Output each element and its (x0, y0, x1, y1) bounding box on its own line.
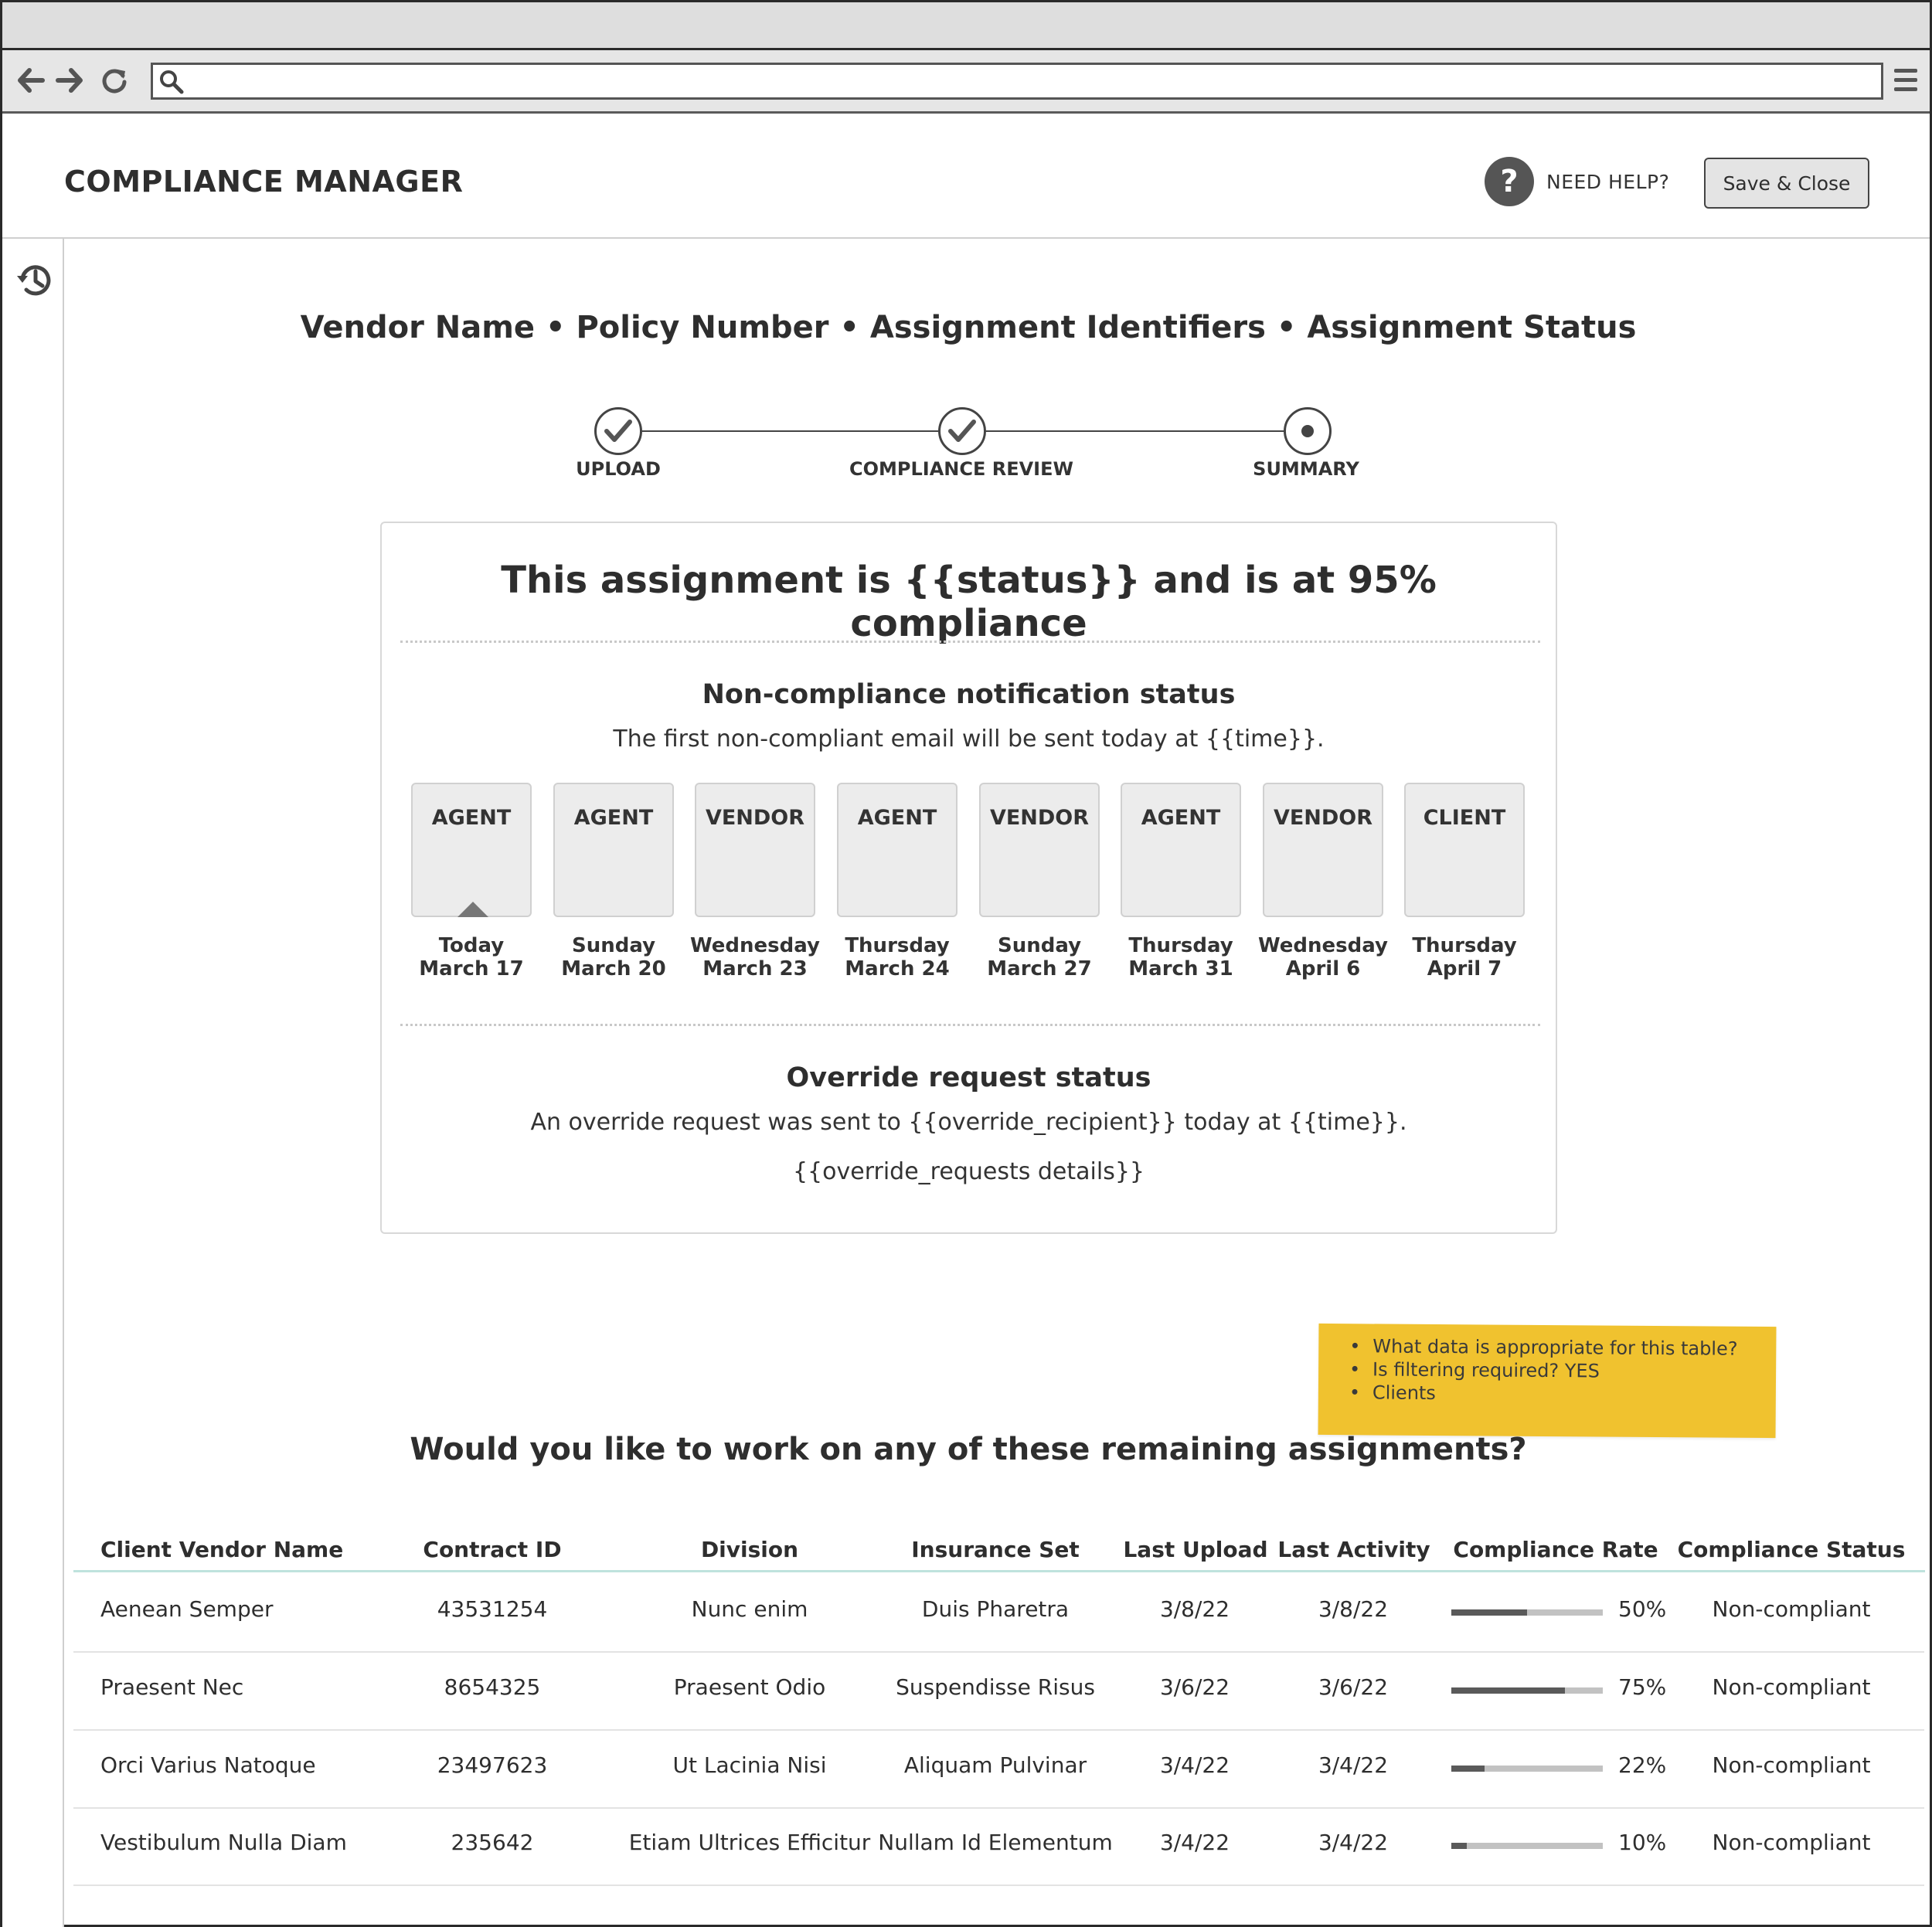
compliance-rate-fill (1451, 1843, 1467, 1849)
reload-icon[interactable] (98, 64, 131, 97)
step-summary-current-icon (1284, 407, 1332, 455)
table-header (73, 1532, 1925, 1572)
compliance-rate-bar (1451, 1687, 1603, 1694)
notification-item[interactable] (690, 783, 820, 980)
history-icon[interactable] (15, 260, 55, 304)
column-header[interactable]: Compliance Rate (1453, 1537, 1658, 1562)
notification-item[interactable] (411, 783, 532, 980)
cell-last-upload: 3/4/22 (1159, 1830, 1230, 1855)
assignment-context-line: Vendor Name • Policy Number • Assignment Identifiers • Assignment Status (300, 310, 1637, 345)
notification-recipient: AGENT (553, 783, 674, 917)
step-label-compliance-review[interactable]: COMPLIANCE REVIEW (849, 458, 1073, 480)
column-header[interactable]: Compliance Status (1677, 1537, 1906, 1562)
cell-last-upload: 3/8/22 (1159, 1596, 1230, 1622)
cell-division: Etiam Ultrices Efficitur (628, 1830, 871, 1855)
notification-date: Thursday April 7 (1412, 934, 1517, 980)
notification-recipient: VENDOR (1263, 783, 1383, 917)
cell-contract-id: 43531254 (437, 1596, 548, 1622)
compliance-rate-bar (1451, 1843, 1603, 1849)
cell-vendor-name: Orci Varius Natoque (100, 1752, 316, 1778)
notification-date: Wednesday April 6 (1258, 934, 1388, 980)
notification-recipient: AGENT (411, 783, 532, 917)
cell-compliance-status: Non-compliant (1712, 1752, 1871, 1778)
address-bar[interactable] (151, 63, 1883, 100)
step-label-upload[interactable]: UPLOAD (576, 458, 661, 480)
cell-last-activity: 3/4/22 (1318, 1752, 1389, 1778)
save-close-button[interactable]: Save & Close (1704, 158, 1869, 209)
cell-division: Ut Lacinia Nisi (672, 1752, 827, 1778)
cell-compliance-rate: 22% (1618, 1752, 1667, 1778)
search-icon (159, 70, 184, 97)
notification-date: Today March 17 (419, 934, 524, 980)
forward-arrow-icon[interactable] (53, 64, 86, 97)
cell-last-upload: 3/4/22 (1159, 1752, 1230, 1778)
notification-recipient: AGENT (1121, 783, 1241, 917)
notification-date: Thursday March 24 (845, 934, 950, 980)
notification-date: Wednesday March 23 (690, 934, 820, 980)
cell-insurance-set: Duis Pharetra (921, 1596, 1070, 1622)
cell-insurance-set: Nullam Id Elementum (878, 1830, 1113, 1855)
override-status-text: An override request was sent to {{override_recipient}} today at {{time}}. (530, 1109, 1407, 1136)
column-header[interactable]: Contract ID (423, 1537, 562, 1562)
help-label: NEED HELP? (1546, 170, 1670, 193)
notification-recipient: VENDOR (695, 783, 815, 917)
compliance-rate-fill (1451, 1766, 1485, 1772)
column-header[interactable]: Client Vendor Name (100, 1537, 344, 1562)
hamburger-menu-icon[interactable] (1893, 66, 1919, 98)
sticky-note-item: • Is filtering required? YES (1372, 1358, 1760, 1384)
sticky-note-item: • Clients (1372, 1381, 1760, 1407)
browser-nav-bar (2, 50, 1930, 114)
notification-item[interactable] (837, 783, 957, 980)
notification-item[interactable] (1121, 783, 1241, 980)
compliance-rate-bar (1451, 1609, 1603, 1616)
cell-compliance-rate: 75% (1618, 1674, 1667, 1700)
notification-recipient: VENDOR (979, 783, 1100, 917)
remaining-assignments-heading: Would you like to work on any of these remaining assignments? (410, 1432, 1527, 1467)
table-row[interactable] (73, 1653, 1924, 1731)
cell-division: Praesent Odio (673, 1674, 826, 1700)
compliance-rate-fill (1451, 1609, 1527, 1616)
divider (400, 1024, 1540, 1026)
cell-division: Nunc enim (691, 1596, 808, 1622)
column-header[interactable]: Last Upload (1123, 1537, 1268, 1562)
notification-date: Thursday March 31 (1128, 934, 1233, 980)
notification-date: Sunday March 20 (561, 934, 666, 980)
notification-date: Sunday March 27 (987, 934, 1092, 980)
cell-last-upload: 3/6/22 (1159, 1674, 1230, 1700)
notification-item[interactable] (553, 783, 674, 980)
help-link[interactable] (1485, 157, 1669, 206)
override-details: {{override_requests details}} (792, 1158, 1145, 1185)
notification-status-title: Non-compliance notification status (702, 679, 1236, 710)
notification-item[interactable] (979, 783, 1100, 980)
table-row[interactable] (73, 1731, 1924, 1809)
table-row[interactable] (73, 1808, 1924, 1886)
compliance-rate-fill (1451, 1687, 1565, 1694)
sticky-note-item: • What data is appropriate for this table? (1372, 1334, 1760, 1361)
cell-compliance-rate: 10% (1618, 1830, 1667, 1855)
cell-compliance-status: Non-compliant (1712, 1596, 1871, 1622)
cell-vendor-name: Aenean Semper (100, 1596, 274, 1622)
step-upload-check-icon (594, 407, 642, 455)
compliance-rate-bar (1451, 1766, 1603, 1772)
notification-timeline (411, 783, 1532, 991)
divider (400, 641, 1540, 643)
cell-last-activity: 3/8/22 (1318, 1596, 1389, 1622)
step-review-check-icon (938, 407, 986, 455)
step-label-summary[interactable]: SUMMARY (1253, 458, 1359, 480)
cell-compliance-status: Non-compliant (1712, 1830, 1871, 1855)
column-header[interactable]: Division (700, 1537, 799, 1562)
table-row[interactable] (73, 1575, 1924, 1653)
cell-vendor-name: Praesent Nec (100, 1674, 244, 1700)
cell-compliance-status: Non-compliant (1712, 1674, 1871, 1700)
back-arrow-icon[interactable] (15, 64, 47, 97)
cell-contract-id: 235642 (451, 1830, 534, 1855)
assignment-status-card (380, 522, 1557, 1234)
notification-recipient: AGENT (837, 783, 957, 917)
current-marker-icon (457, 902, 488, 917)
notification-item[interactable] (1258, 783, 1388, 980)
cell-contract-id: 8654325 (444, 1674, 541, 1700)
override-status-title: Override request status (786, 1062, 1151, 1093)
cell-insurance-set: Aliquam Pulvinar (903, 1752, 1087, 1778)
column-header[interactable]: Last Activity (1277, 1537, 1430, 1562)
cell-compliance-rate: 50% (1618, 1596, 1667, 1622)
cell-last-activity: 3/6/22 (1318, 1674, 1389, 1700)
cell-last-activity: 3/4/22 (1318, 1830, 1389, 1855)
cell-insurance-set: Suspendisse Risus (896, 1674, 1095, 1700)
notification-item[interactable] (1404, 783, 1525, 980)
browser-title-bar (2, 2, 1930, 50)
cell-vendor-name: Vestibulum Nulla Diam (100, 1830, 347, 1855)
step-connector (985, 430, 1285, 432)
sticky-note (1318, 1324, 1777, 1438)
notification-recipient: CLIENT (1404, 783, 1525, 917)
app-header (2, 114, 1930, 239)
step-connector (641, 430, 939, 432)
column-header[interactable]: Insurance Set (911, 1537, 1080, 1562)
compliance-summary-title: This assignment is {{status}} and is at 95% compliance (501, 559, 1437, 645)
app-title: COMPLIANCE MANAGER (64, 165, 464, 199)
help-icon: ? (1485, 157, 1534, 206)
sidebar (2, 239, 64, 1927)
notification-status-text: The first non-compliant email will be sent today at {{time}}. (613, 726, 1325, 753)
cell-contract-id: 23497623 (437, 1752, 548, 1778)
